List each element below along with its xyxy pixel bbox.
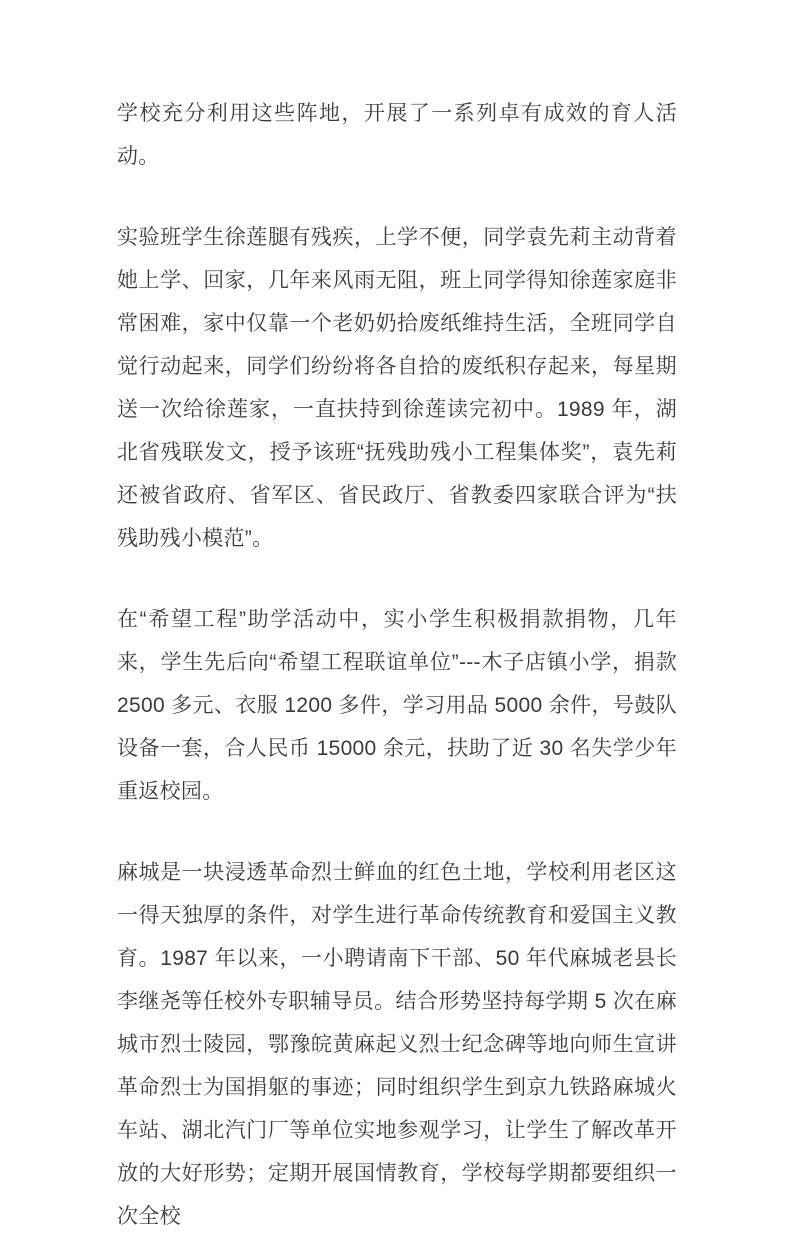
paragraph-intro: 学校充分利用这些阵地，开展了一系列卓有成效的育人活动。 xyxy=(117,102,677,168)
paragraph-hope-project-donations: 在“希望工程”助学活动中，实小学生积极捐款捐物，几年来，学生先后向“希望工程联谊单位”---木子店镇小学，捐款 2500 多元、衣服 1200 多件，学习用品 5000 余件，号鼓队设备一套，合人民币 15000 余元，扶助了近 30 名失学少年重返校园。 xyxy=(117,608,677,803)
paragraph-help-disabled-student: 实验班学生徐莲腿有残疾，上学不便，同学袁先莉主动背着她上学、回家，几年来风雨无阻，班上同学得知徐莲家庭非常困难，家中仅靠一个老奶奶拾废纸维持生活，全班同学自觉行动起来，同学们纷纷将各自拾的废纸积存起来，每星期送一次给徐莲家，一直扶持到徐莲读完初中。1989 年，湖北省残联发文，授予该班“抚残助残小工程集体奖”，袁先莉还被省政府、省军区、省民政厅、省教委四家联合评为“扶残助残小模范”。 xyxy=(117,226,677,550)
paragraph-revolutionary-education: 麻城是一块浸透革命烈士鲜血的红色土地，学校利用老区这一得天独厚的条件，对学生进行革命传统教育和爱国主义教育。1987 年以来，一小聘请南下干部、50 年代麻城老县长李继尧等任校外专职辅导员。结合形势坚持每学期 5 次在麻城市烈士陵园，鄂豫皖黄麻起义烈士纪念碑等地向师生宣讲革命烈士为国捐躯的事迹；同时组织学生到京九铁路麻城火车站、湖北汽门厂等单位实地参观学习，让学生了解改革开放的大好形势；定期开展国情教育，学校每学期都要组织一次全校 xyxy=(117,861,677,1228)
